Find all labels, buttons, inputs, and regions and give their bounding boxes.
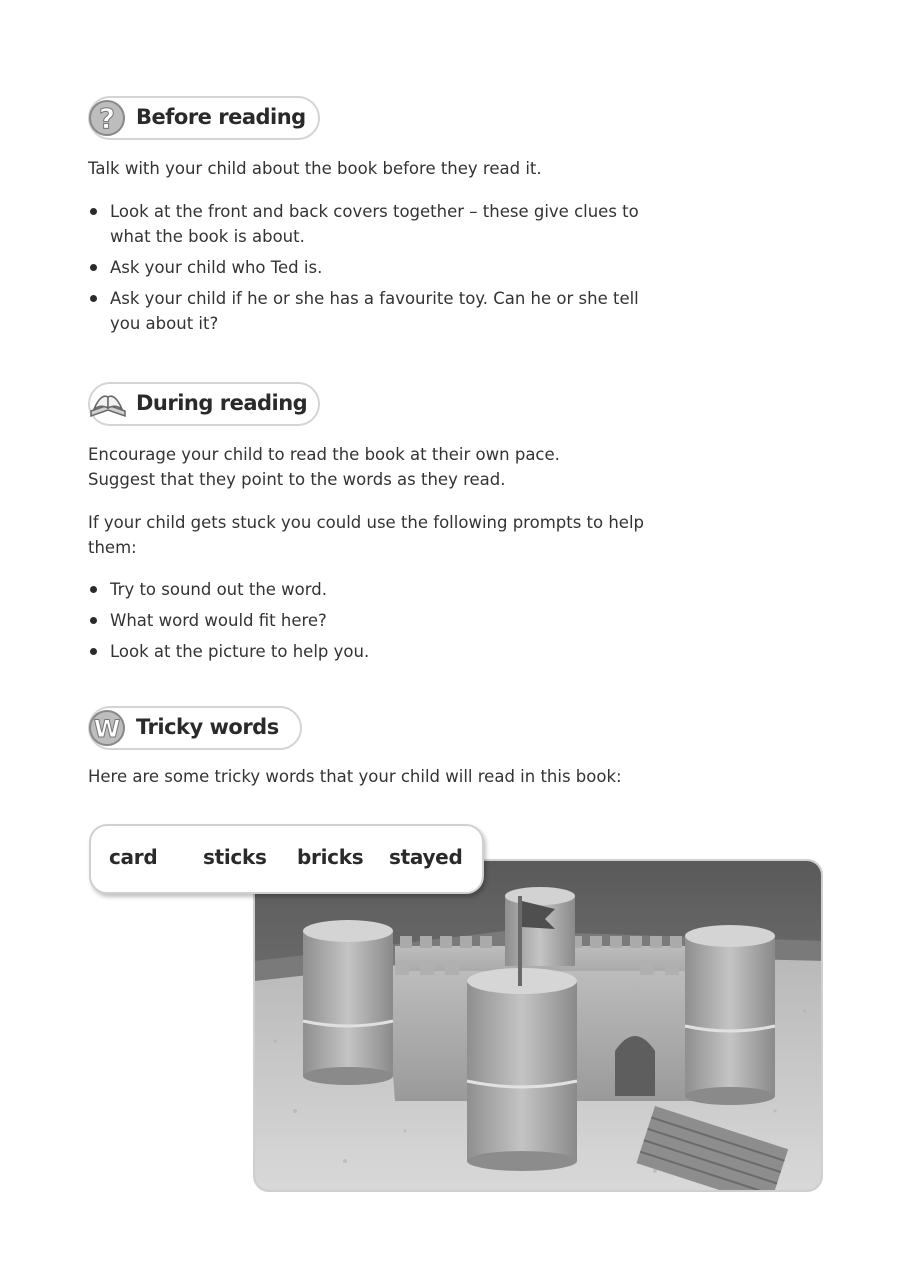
question-mark-icon — [88, 97, 130, 139]
svg-text:W: W — [93, 715, 121, 743]
list-item: Look at the front and back covers together – these give clues to what the book is about. — [88, 199, 663, 249]
list-item: Ask your child if he or she has a favourite toy. Can he or she tell you about it? — [88, 286, 663, 336]
before-reading-intro: Talk with your child about the book before they read it. — [88, 159, 542, 178]
before-reading-header — [88, 96, 320, 140]
tricky-words-header — [88, 706, 302, 750]
during-reading-paragraph-1: Encourage your child to read the book at their own pace. Suggest that they point to the words as they read. — [88, 445, 560, 489]
during-reading-title: During reading — [136, 391, 308, 415]
open-book-icon — [88, 383, 130, 425]
letter-w-icon — [88, 707, 130, 749]
tricky-word: stayed — [389, 845, 463, 869]
tricky-word: card — [109, 845, 158, 869]
tricky-words-box — [89, 824, 484, 894]
svg-text:?: ? — [98, 102, 116, 135]
during-reading-paragraph-2: If your child gets stuck you could use the following prompts to help them: — [88, 513, 645, 557]
before-reading-title: Before reading — [136, 105, 306, 129]
list-item: Look at the picture to help you. — [88, 639, 648, 664]
tricky-words-title: Tricky words — [136, 715, 279, 739]
tricky-word: bricks — [297, 845, 364, 869]
list-item: Try to sound out the word. — [88, 577, 648, 602]
tricky-words-intro: Here are some tricky words that your child will read in this book: — [88, 767, 622, 786]
during-reading-list — [88, 577, 648, 670]
during-reading-header — [88, 382, 320, 426]
sandcastle-picture — [253, 859, 823, 1192]
list-item: Ask your child who Ted is. — [88, 255, 663, 280]
before-reading-list — [88, 199, 663, 342]
tricky-word: sticks — [203, 845, 267, 869]
list-item: What word would fit here? — [88, 608, 648, 633]
